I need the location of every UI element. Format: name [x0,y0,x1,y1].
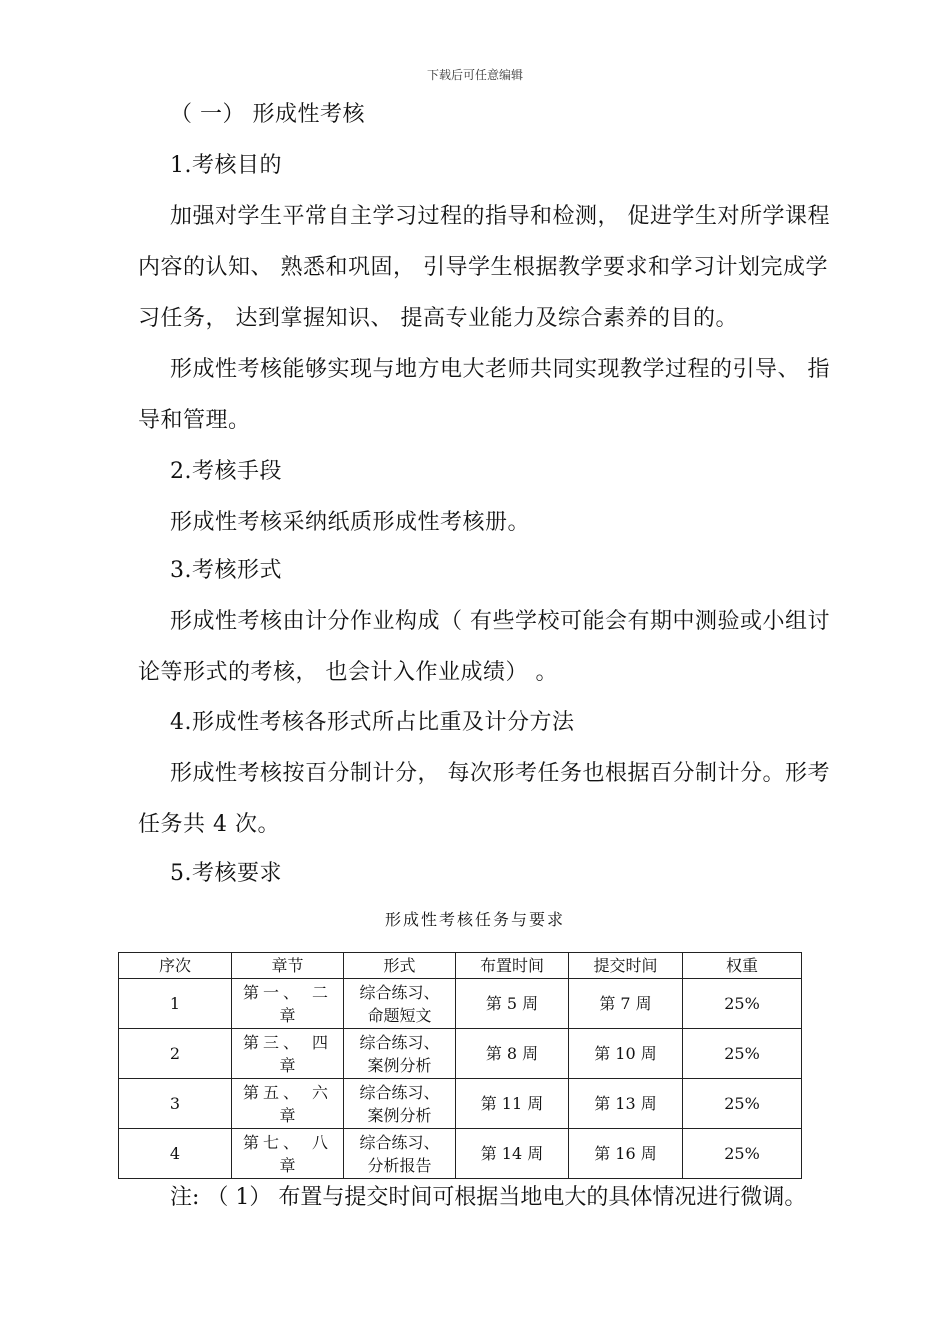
header-submit-time: 提交时间 [569,953,683,979]
form-line-1: 综合练习、 [359,1082,440,1102]
cell-order: 4 [119,1129,232,1179]
subheading-weight: 4.形成性考核各形式所占比重及计分方法 [170,710,575,735]
cell-submit-time: 第 13 周 [569,1079,683,1129]
cell-chapter [232,1129,344,1179]
chapter-line-2: 章 [279,1055,296,1075]
cell-submit-time: 第 16 周 [569,1129,683,1179]
table-title: 形成性考核任务与要求 [384,910,565,929]
chapter-line-1: 第一、 二 [242,982,333,1002]
page-header: 下载后可任意编辑 [426,68,523,82]
cell-order: 3 [119,1079,232,1129]
subheading-form: 3.考核形式 [170,558,282,583]
cell-assign-time: 第 11 周 [456,1079,569,1129]
cell-chapter [232,1079,344,1129]
paragraph-form-line-1: 形成性考核由计分作业构成（ 有些学校可能会有期中测验或小组讨 [170,609,830,634]
paragraph-purpose-line-2: 内容的认知、 熟悉和巩固， 引导学生根据教学要求和学习计划完成学 [138,255,828,280]
subheading-means: 2.考核手段 [170,459,282,484]
paragraph-form-line-2: 论等形式的考核， 也会计入作业成绩） 。 [138,660,558,685]
cell-form [344,1029,456,1079]
section-heading: （ 一） 形成性考核 [170,102,365,127]
cell-form [344,979,456,1029]
cell-form [344,1129,456,1179]
cell-assign-time: 第 8 周 [456,1029,569,1079]
table-row [119,979,802,1029]
chapter-line-2: 章 [279,1155,296,1175]
cell-weight: 25% [683,1079,802,1129]
chapter-line-1: 第五、 六 [242,1082,333,1102]
header-weight: 权重 [683,953,802,979]
cell-submit-time: 第 7 周 [569,979,683,1029]
subheading-purpose: 1.考核目的 [170,153,282,178]
cell-weight: 25% [683,1129,802,1179]
paragraph-role-line-2: 导和管理。 [138,408,251,433]
paragraph-weight-line-2: 任务共 4 次。 [138,812,280,837]
chapter-line-1: 第七、 八 [242,1132,333,1152]
paragraph-weight-line-1: 形成性考核按百分制计分， 每次形考任务也根据百分制计分。形考 [170,761,830,786]
form-line-1: 综合练习、 [359,1032,440,1052]
subheading-requirements: 5.考核要求 [170,861,282,886]
cell-assign-time: 第 14 周 [456,1129,569,1179]
chapter-line-1: 第三、 四 [242,1032,333,1052]
paragraph-means: 形成性考核采纳纸质形成性考核册。 [170,510,531,535]
form-line-2: 命题短文 [367,1005,432,1025]
paragraph-role-line-1: 形成性考核能够实现与地方电大老师共同实现教学过程的引导、 指 [170,357,830,382]
cell-submit-time: 第 10 周 [569,1029,683,1079]
header-form: 形式 [344,953,456,979]
table-row [119,1079,802,1129]
assessment-table [118,952,802,1179]
cell-chapter [232,979,344,1029]
paragraph-purpose-line-3: 习任务， 达到掌握知识、 提高专业能力及综合素养的目的。 [138,306,738,331]
header-order: 序次 [119,953,232,979]
paragraph-purpose-line-1: 加强对学生平常自主学习过程的指导和检测， 促进学生对所学课程 [170,204,830,229]
form-line-2: 案例分析 [367,1055,432,1075]
form-line-1: 综合练习、 [359,982,440,1002]
cell-assign-time: 第 5 周 [456,979,569,1029]
chapter-line-2: 章 [279,1105,296,1125]
cell-order: 1 [119,979,232,1029]
header-assign-time: 布置时间 [456,953,569,979]
cell-weight: 25% [683,979,802,1029]
cell-weight: 25% [683,1029,802,1079]
table-row [119,1129,802,1179]
cell-chapter [232,1029,344,1079]
table-header-row [119,953,802,979]
chapter-line-2: 章 [279,1005,296,1025]
form-line-2: 分析报告 [367,1155,432,1175]
table-row [119,1029,802,1079]
table-note: 注: （ 1） 布置与提交时间可根据当地电大的具体情况进行微调。 [170,1185,807,1210]
header-chapter: 章节 [232,953,344,979]
form-line-2: 案例分析 [367,1105,432,1125]
cell-order: 2 [119,1029,232,1079]
cell-form [344,1079,456,1129]
form-line-1: 综合练习、 [359,1132,440,1152]
